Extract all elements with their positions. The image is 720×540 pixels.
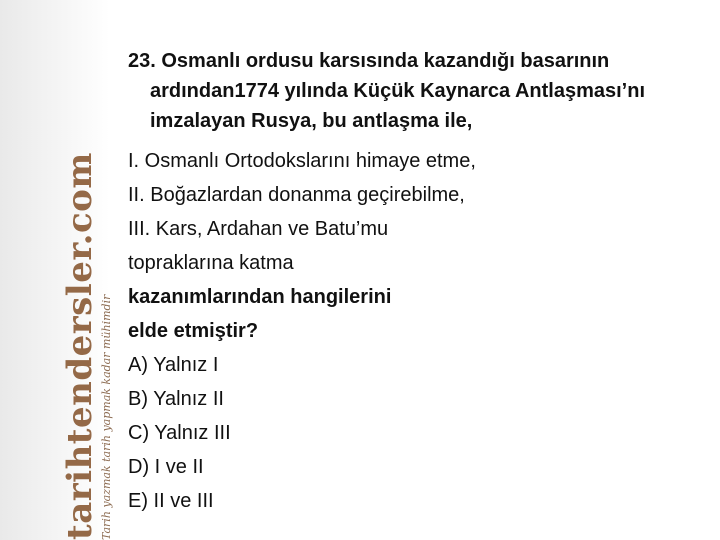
watermark-rotated (60, 152, 113, 540)
question-block (128, 46, 708, 518)
option-a: A) Yalnız I (128, 354, 219, 376)
question-header: 23. Osmanlı ordusu karsısında kazandığı basarının ardından1774 yılında Küçük Kaynarca Antlaşması’nı imzalayan Rusya, bu antlaşma ile, (128, 50, 645, 132)
statement-1: I. Osmanlı Ortodokslarını himaye etme, (128, 150, 476, 172)
option-d: D) I ve II (128, 456, 204, 478)
option-b: B) Yalnız II (128, 388, 224, 410)
statement-3-continued: topraklarına katma (128, 252, 294, 274)
option-c: C) Yalnız III (128, 422, 231, 444)
statement-3: III. Kars, Ardahan ve Batu’mu (128, 218, 389, 240)
watermark-tagline: Tarih yazmak tarih yapmak kadar mühimdir (100, 294, 113, 540)
statement-2: II. Boğazlardan donanma geçirebilme, (128, 184, 465, 206)
option-e: E) II ve III (128, 490, 214, 512)
question-prompt-line-1: kazanımlarından hangilerini (128, 286, 392, 308)
watermark-site-name: tarihtendersler.com (60, 152, 100, 540)
question-prompt-line-2: elde etmiştir? (128, 320, 259, 342)
